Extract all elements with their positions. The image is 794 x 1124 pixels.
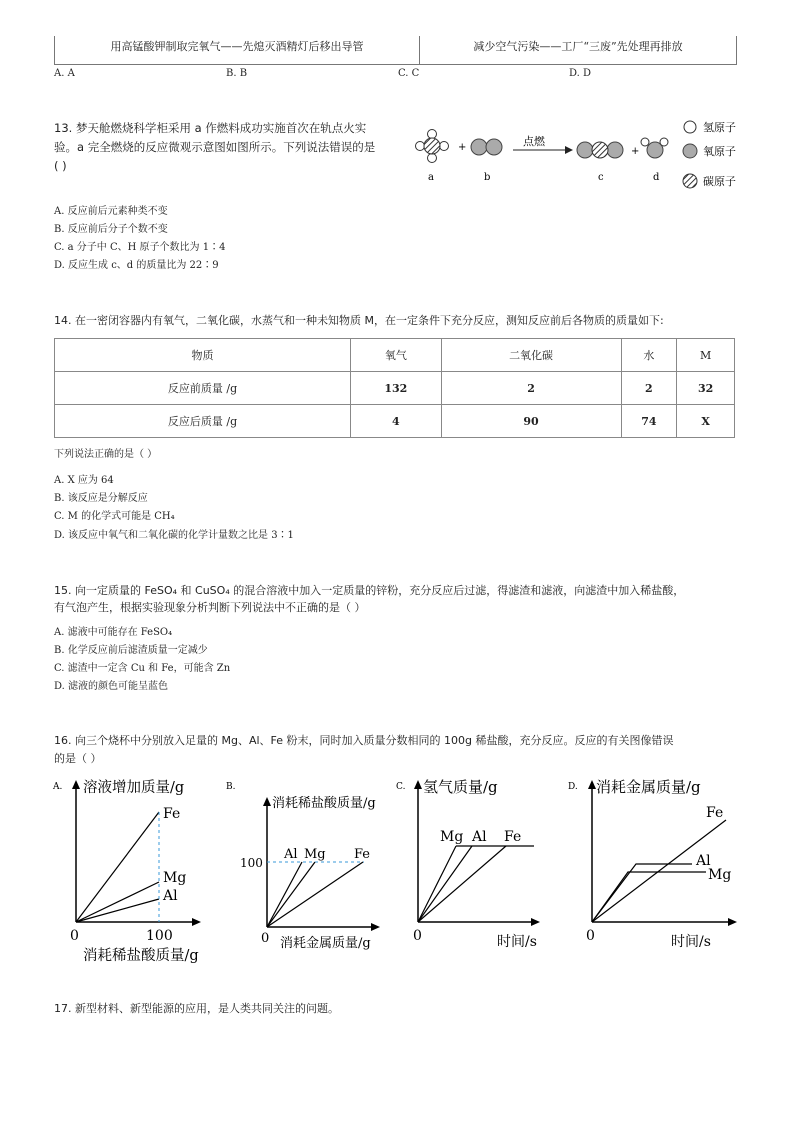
graph-c-line-fe [418, 846, 506, 922]
q13-option-b[interactable]: B. 反应前后分子个数不变 [54, 224, 168, 235]
row-label: 反应前质量 /g [55, 372, 351, 405]
q16-stem-line2: 的是（ ） [54, 752, 102, 765]
table-cell: 90 [441, 405, 621, 438]
q12-option-b[interactable]: B. B [226, 68, 248, 79]
graph-c-origin: 0 [413, 928, 422, 944]
header-co2: 二氧化碳 [441, 339, 621, 372]
molecule-b [471, 139, 502, 155]
q15-stem-line2: 有气泡产生，根据实验现象分析判断下列说法中不正确的是（ ） [54, 601, 366, 614]
graph-c-letter: C. [396, 782, 406, 792]
graph-d-line-fe [592, 820, 726, 922]
q13-option-d[interactable]: D. 反应生成 c、d 的质量比为 22∶9 [54, 260, 219, 271]
q14-option-d[interactable]: D. 该反应中氧气和二氧化碳的化学计量数之比是 3∶1 [54, 530, 294, 541]
graph-b-tick-100: 100 [240, 856, 263, 870]
graph-b[interactable] [224, 772, 396, 962]
table-cell: 4 [351, 405, 442, 438]
q12-option-a[interactable]: A. A [54, 68, 75, 79]
table-cell: X [677, 405, 735, 438]
q12-cell-left: 用高锰酸钾制取完氧气——先熄灭酒精灯后移出导管 [55, 36, 420, 64]
q15-option-c[interactable]: C. 滤渣中一定含 Cu 和 Fe，可能含 Zn [54, 663, 231, 674]
graph-b-line-al [267, 862, 302, 927]
graph-b-xlabel: 消耗金属质量/g [280, 936, 371, 951]
graph-a-label-fe: Fe [163, 806, 181, 822]
legend-hydrogen: 氢原子 [703, 121, 736, 134]
q12-table-row [54, 36, 737, 65]
graph-d[interactable] [566, 772, 744, 952]
row-label: 反应后质量 /g [55, 405, 351, 438]
header-m: M [677, 339, 735, 372]
graph-a-line-fe [76, 812, 159, 922]
graph-a[interactable] [50, 772, 220, 972]
graph-c-xlabel: 时间/s [497, 934, 537, 950]
graph-b-label-mg: Mg [304, 847, 326, 862]
q12-option-c[interactable]: C. C [398, 68, 420, 79]
molecule-d [641, 138, 668, 158]
q16-stem-line1: 16. 向三个烧杯中分别放入足量的 Mg、Al、Fe 粉末，同时加入质量分数相同的 100g 稀盐酸，充分反应。反应的有关图像错误 [54, 734, 674, 747]
graph-d-label-mg: Mg [708, 867, 732, 883]
molecule-c [577, 142, 623, 158]
q14-mass-table [54, 338, 735, 438]
label-c: c [598, 172, 604, 183]
plus-sign-1: + [458, 142, 467, 153]
table-cell: 132 [351, 372, 442, 405]
graph-d-label-fe: Fe [706, 805, 724, 821]
graph-c-line-al [418, 846, 472, 922]
legend-hydrogen-icon [684, 121, 696, 133]
graph-c-label-mg: Mg [440, 829, 464, 845]
label-d: d [653, 172, 660, 183]
table-cell: 2 [621, 372, 677, 405]
graph-d-ylabel: 消耗金属质量/g [596, 778, 701, 796]
graph-b-ylabel: 消耗稀盐酸质量/g [272, 796, 376, 811]
q13-stem-line1: 13. 梦天舱燃烧科学柜采用 a 作燃料成功实施首次在轨点火实 [54, 121, 367, 135]
legend-oxygen-icon [683, 144, 697, 158]
graph-d-xlabel: 时间/s [671, 934, 711, 950]
plus-sign-2: + [631, 146, 640, 157]
graph-b-line-fe [267, 862, 363, 927]
graph-a-tick-100: 100 [146, 928, 173, 944]
q15-option-a[interactable]: A. 滤液中可能存在 FeSO₄ [54, 627, 173, 638]
table-header-row [55, 339, 735, 372]
q12-option-d[interactable]: D. D [569, 68, 592, 79]
q13-option-a[interactable]: A. 反应前后元素种类不变 [54, 206, 168, 217]
q13-stem-line2: 验。a 完全燃烧的反应微观示意图如图所示。下列说法错误的是 [54, 140, 376, 154]
graph-c-label-al: Al [472, 829, 487, 845]
q14-option-b[interactable]: B. 该反应是分解反应 [54, 493, 148, 504]
label-a: a [428, 172, 434, 183]
q14-option-a[interactable]: A. X 应为 64 [54, 475, 114, 486]
graph-c-label-fe: Fe [504, 829, 522, 845]
q14-option-c[interactable]: C. M 的化学式可能是 CH₄ [54, 511, 175, 522]
q14-stem: 14. 在一密闭容器内有氧气，二氧化碳，水蒸气和一种未知物质 M，在一定条件下充分反应，测知反应前后各物质的质量如下: [54, 314, 664, 327]
graph-c-ylabel: 氢气质量/g [423, 778, 498, 796]
graph-a-letter: A. [53, 782, 63, 792]
legend-oxygen: 氧原子 [703, 145, 736, 158]
graph-b-origin: 0 [261, 931, 270, 946]
table-cell: 74 [621, 405, 677, 438]
graph-a-label-mg: Mg [163, 870, 187, 886]
q12-cell-right: 减少空气污染——工厂“三废”先处理再排放 [473, 40, 683, 53]
table-cell: 32 [677, 372, 735, 405]
q15-stem-line1: 15. 向一定质量的 FeSO₄ 和 CuSO₄ 的混合溶液中加入一定质量的锌粉，充分反应后过滤，得滤渣和滤液，向滤渣中加入稀盐酸， [54, 584, 685, 597]
legend-carbon: 碳原子 [703, 175, 736, 188]
graph-a-origin: 0 [70, 928, 79, 944]
q15-option-d[interactable]: D. 滤液的颜色可能呈蓝色 [54, 681, 169, 692]
graph-a-ylabel: 溶液增加质量/g [83, 780, 185, 796]
q15-option-b[interactable]: B. 化学反应前后滤渣质量一定减少 [54, 645, 208, 656]
graph-d-line-mg [592, 872, 706, 922]
graph-c-line-mg [418, 846, 456, 922]
q13-reaction-diagram [405, 112, 755, 194]
graph-c[interactable] [394, 772, 552, 952]
graph-a-xlabel: 消耗稀盐酸质量/g [83, 948, 199, 964]
molecule-a [416, 130, 449, 163]
q14-prompt: 下列说法正确的是（ ） [54, 449, 158, 460]
header-oxygen: 氧气 [351, 339, 442, 372]
q13-stem-line3: ( ) [54, 159, 67, 173]
graph-d-label-al: Al [696, 853, 711, 869]
graph-b-line-mg [267, 862, 315, 927]
header-substance: 物质 [55, 339, 351, 372]
graph-b-label-fe: Fe [354, 847, 371, 862]
q13-option-c[interactable]: C. a 分子中 C、H 原子个数比为 1∶4 [54, 242, 226, 253]
graph-a-label-al: Al [163, 888, 178, 904]
graph-d-origin: 0 [586, 928, 595, 944]
graph-d-line-al [592, 864, 692, 922]
table-row [55, 405, 735, 438]
label-b: b [484, 172, 491, 183]
q17-stem: 17. 新型材料、新型能源的应用，是人类共同关注的问题。 [54, 1002, 339, 1015]
graph-b-letter: B. [226, 782, 236, 792]
ignite-label: 点燃 [523, 135, 545, 148]
table-row [55, 372, 735, 405]
table-cell: 2 [441, 372, 621, 405]
legend-carbon-icon [683, 174, 697, 188]
graph-b-label-al: Al [284, 847, 298, 862]
graph-d-letter: D. [568, 782, 578, 792]
header-water: 水 [621, 339, 677, 372]
